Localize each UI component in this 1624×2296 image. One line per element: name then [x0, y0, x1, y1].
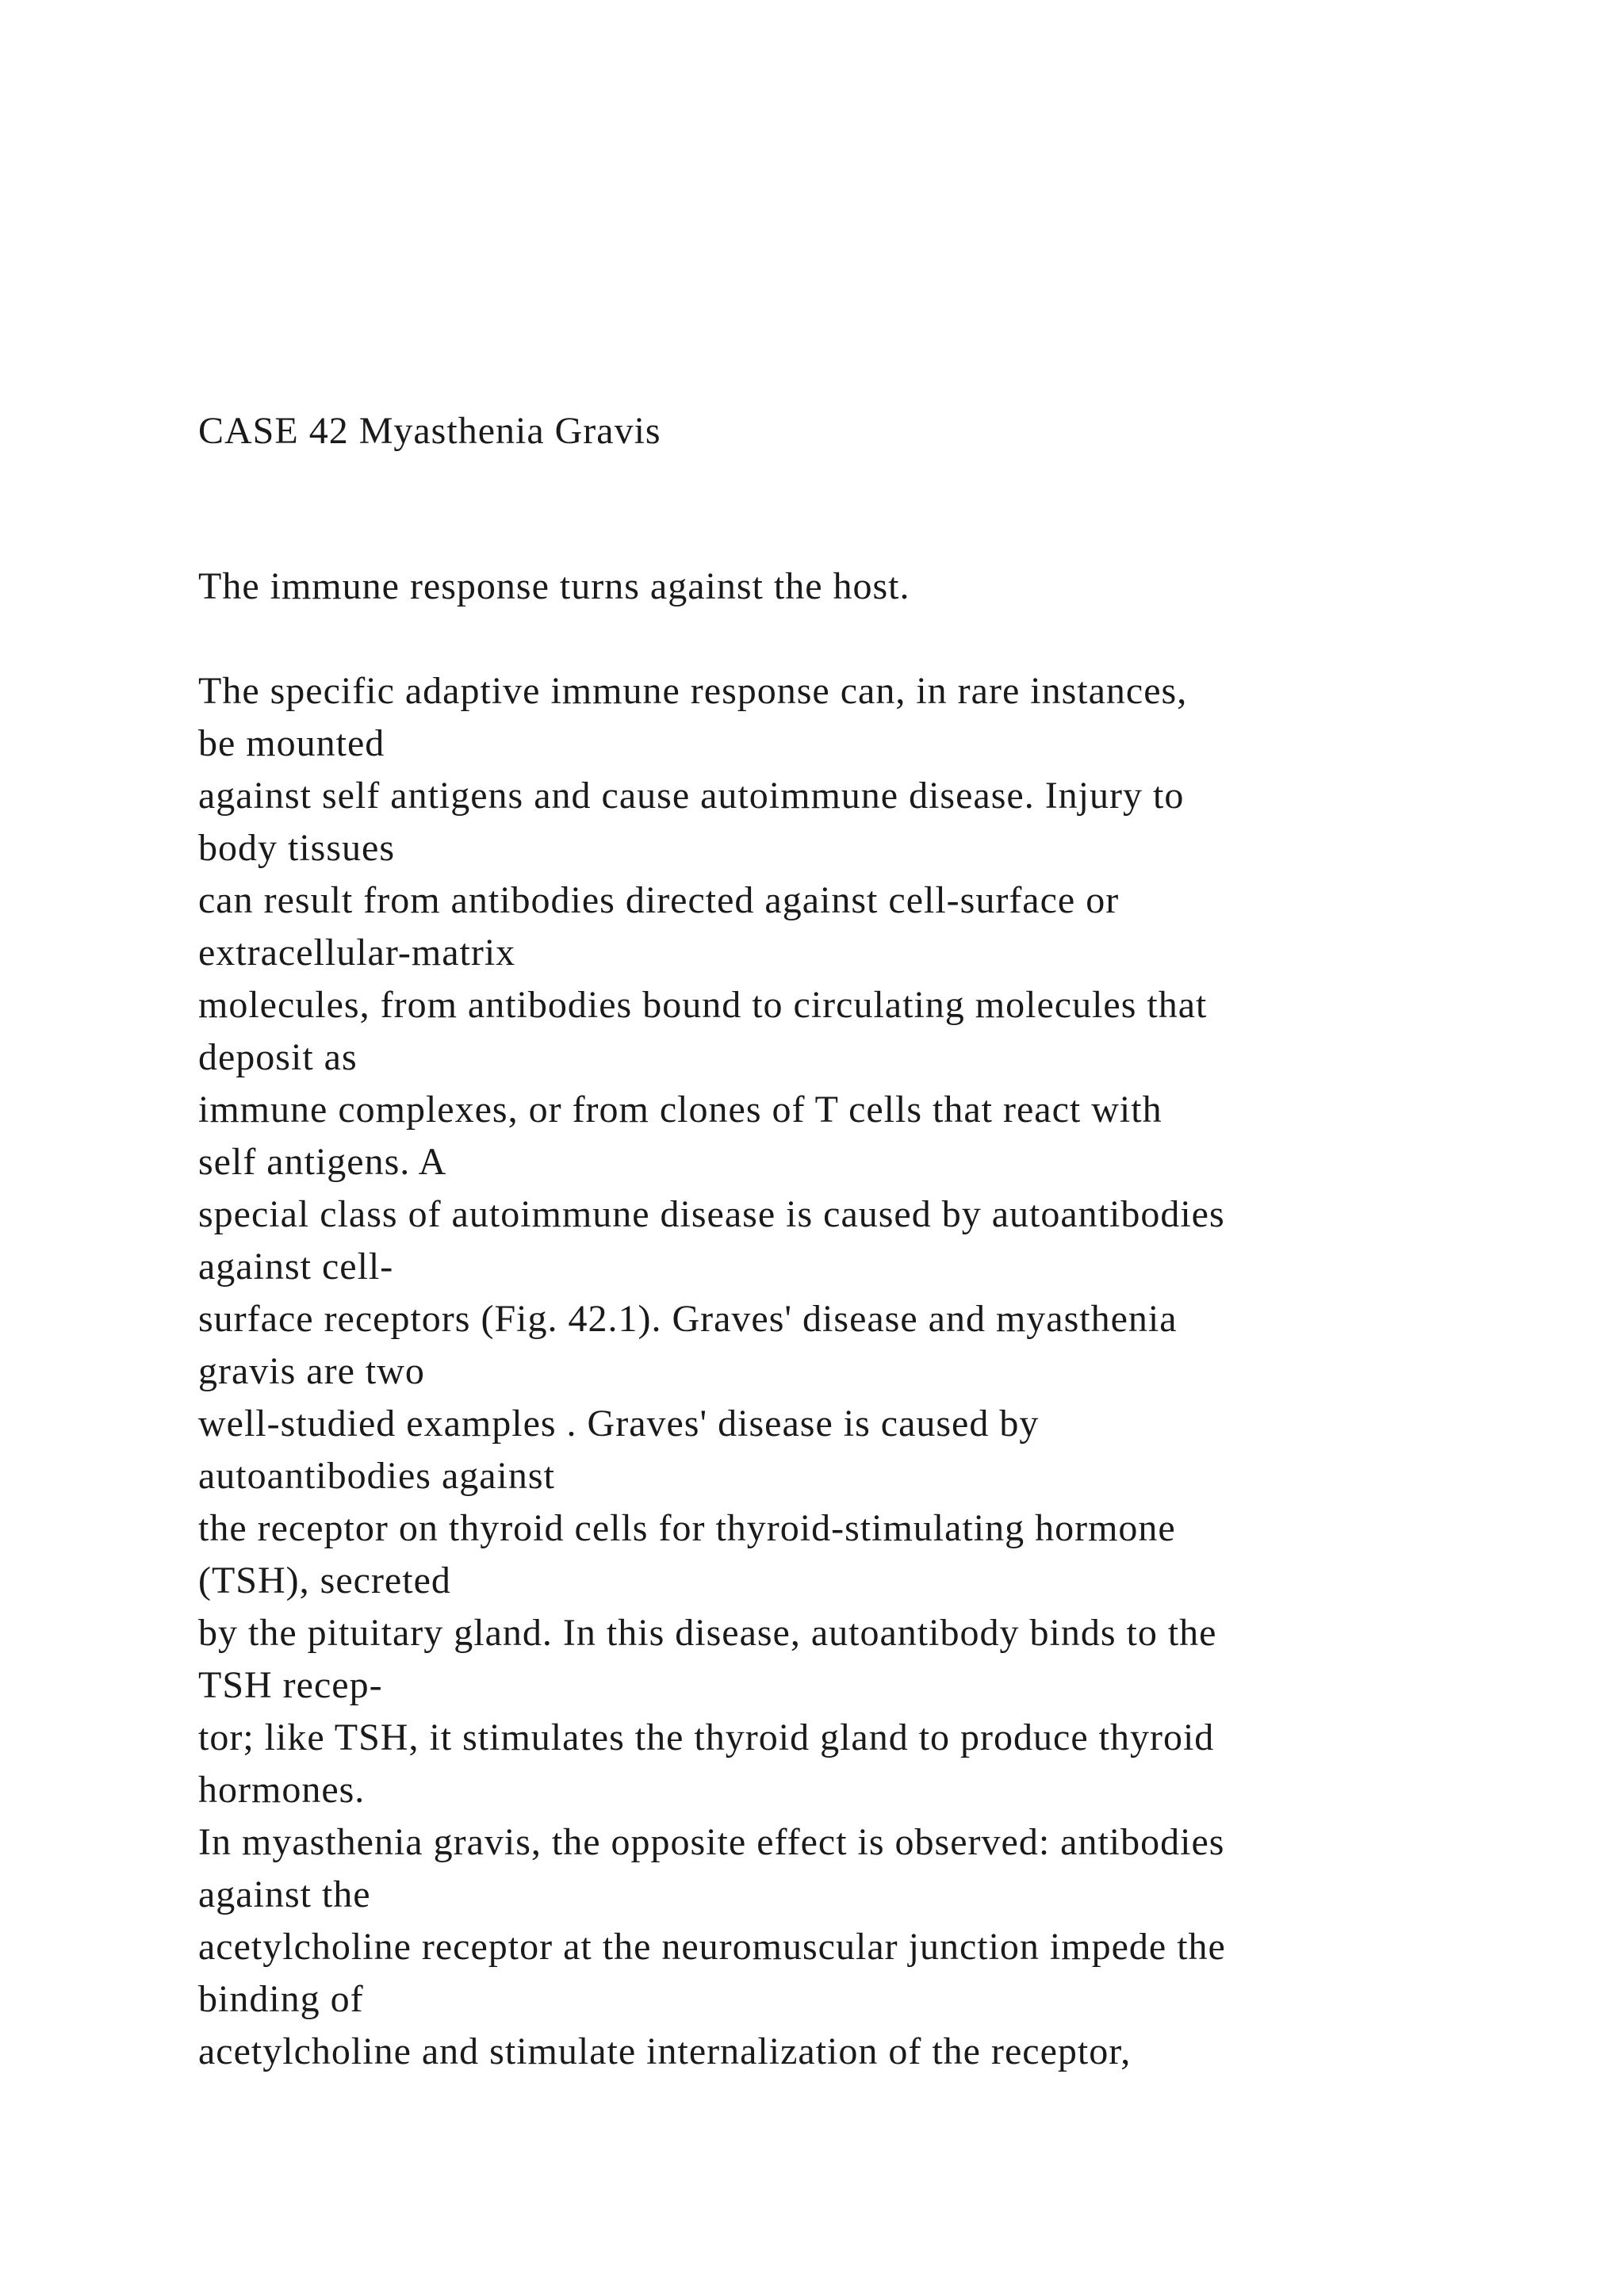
body-line: self antigens. A [198, 1141, 447, 1183]
case-subtitle: The immune response turns against the host. [198, 565, 910, 607]
body-line: by the pituitary gland. In this disease, autoantibody binds to the [198, 1612, 1217, 1654]
body-line: can result from antibodies directed against cell-surface or [198, 879, 1120, 921]
body-line: be mounted [198, 722, 385, 764]
body-line: deposit as [198, 1036, 358, 1078]
body-line: tor; like TSH, it stimulates the thyroid gland to produce thyroid [198, 1716, 1215, 1758]
body-line: acetylcholine receptor at the neuromuscular junction impede the [198, 1926, 1226, 1968]
body-line: (TSH), secreted [198, 1559, 451, 1601]
body-line: the receptor on thyroid cells for thyroid-stimulating hormone [198, 1507, 1176, 1549]
body-line: TSH recep- [198, 1664, 383, 1706]
body-line: In myasthenia gravis, the opposite effect is observed: antibodies [198, 1821, 1225, 1863]
body-line: body tissues [198, 827, 396, 869]
body-line: immune complexes, or from clones of T cells that react with [198, 1089, 1162, 1131]
body-line: The specific adaptive immune response can, in rare instances, [198, 670, 1188, 712]
body-line: special class of autoimmune disease is caused by autoantibodies [198, 1193, 1225, 1235]
body-line: against self antigens and cause autoimmune disease. Injury to [198, 775, 1185, 817]
body-line: binding of [198, 1978, 364, 2020]
case-title: CASE 42 Myasthenia Gravis [198, 410, 661, 452]
body-line: surface receptors (Fig. 42.1). Graves' disease and myasthenia [198, 1298, 1178, 1340]
body-line: acetylcholine and stimulate internalization of the receptor, [198, 2030, 1132, 2072]
body-line: hormones. [198, 1769, 366, 1811]
body-line: extracellular-matrix [198, 932, 516, 974]
body-line: molecules, from antibodies bound to circulating molecules that [198, 984, 1208, 1026]
body-line: well-studied examples . Graves' disease is caused by [198, 1402, 1040, 1445]
body-line: against the [198, 1873, 371, 1915]
body-line: autoantibodies against [198, 1455, 555, 1497]
body-line: gravis are two [198, 1350, 425, 1392]
body-line: against cell- [198, 1246, 394, 1288]
